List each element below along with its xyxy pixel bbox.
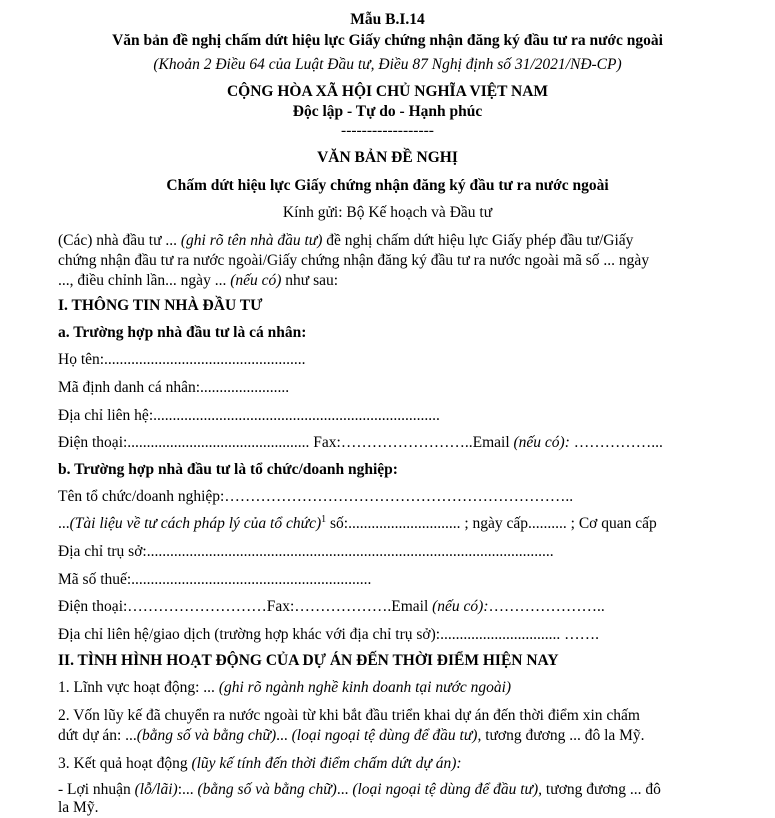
- individual-id-field: Mã định danh cá nhân:.......................: [58, 379, 290, 396]
- header-rule: ------------------: [341, 122, 434, 139]
- profit-line-2: la Mỹ.: [58, 799, 99, 816]
- activity-field-line: 1. Lĩnh vực hoạt động: ... (ghi rõ ngành nghề kinh doanh tại nước ngoài): [58, 679, 512, 696]
- organization-head-office-field: Địa chỉ trụ sở:.........................................................................................................: [58, 543, 554, 560]
- organization-heading: b. Trường hợp nhà đầu tư là tổ chức/doanh nghiệp:: [58, 461, 398, 478]
- recipient: Kính gửi: Bộ Kế hoạch và Đầu tư: [282, 204, 493, 221]
- individual-heading: a. Trường hợp nhà đầu tư là cá nhân:: [58, 324, 307, 341]
- section-2-heading: II. TÌNH HÌNH HOẠT ĐỘNG CỦA DỰ ÁN ĐẾN THỜI ĐIỂM HIỆN NAY: [58, 652, 559, 669]
- form-title: Văn bản đề nghị chấm dứt hiệu lực Giấy chứng nhận đăng ký đầu tư ra nước ngoài: [112, 32, 663, 49]
- intro-line-1: (Các) nhà đầu tư ... (ghi rõ tên nhà đầu tư) đề nghị chấm dứt hiệu lực Giấy phép đầu tư/Giấy: [58, 232, 634, 249]
- individual-address-field: Địa chỉ liên hệ:..........................................................................: [58, 407, 440, 424]
- section-1-heading: I. THÔNG TIN NHÀ ĐẦU TƯ: [58, 297, 263, 314]
- profit-line-1: - Lợi nhuận (lỗ/lãi):... (bằng số và bằng chữ)... (loại ngoại tệ dùng để đầu tư), tương đương ... đô: [58, 781, 661, 798]
- document-subject: Chấm dứt hiệu lực Giấy chứng nhận đăng ký đầu tư ra nước ngoài: [166, 177, 609, 194]
- footnote-marker: 1: [321, 513, 327, 525]
- motto: Độc lập - Tự do - Hạnh phúc: [292, 103, 483, 120]
- capital-line-2: dứt dự án: ...(bằng số và bằng chữ)... (loại ngoại tệ dùng để đầu tư), tương đương ... đô la Mỹ.: [58, 727, 645, 744]
- capital-line-1: 2. Vốn lũy kế đã chuyển ra nước ngoài từ khi bắt đầu triển khai dự án đến thời điểm xin chấm: [58, 707, 640, 724]
- organization-tax-code-field: Mã số thuế:..............................................................: [58, 571, 372, 588]
- results-line: 3. Kết quả hoạt động (lũy kế tính đến thời điểm chấm dứt dự án):: [58, 755, 462, 772]
- form-code: Mẫu B.I.14: [350, 11, 425, 28]
- document-title: VĂN BẢN ĐỀ NGHỊ: [317, 149, 458, 166]
- organization-mailing-address-field: Địa chỉ liên hệ/giao dịch (trường hợp khác với địa chỉ trụ sở):............................... …….: [58, 626, 599, 643]
- individual-contact-field: Điện thoại:............................................... Fax:……………………..Email (nếu có): ……………...: [58, 434, 663, 451]
- organization-name-field: Tên tổ chức/doanh nghiệp:…………………………………………………………..: [58, 488, 574, 505]
- legal-basis: (Khoản 2 Điều 64 của Luật Đầu tư, Điều 87 Nghị định số 31/2021/NĐ-CP): [153, 56, 622, 73]
- nation-title: CỘNG HÒA XÃ HỘI CHỦ NGHĨA VIỆT NAM: [226, 83, 549, 100]
- individual-name-field: Họ tên:....................................................: [58, 351, 306, 368]
- intro-line-2: chứng nhận đầu tư ra nước ngoài/Giấy chứng nhận đăng ký đầu tư ra nước ngoài mã số ... ngày: [58, 252, 650, 269]
- organization-contact-field: Điện thoại:………………………Fax:……………….Email (nếu có):…………………..: [58, 598, 605, 615]
- organization-legal-doc-field: ...(Tài liệu về tư cách pháp lý của tổ chức)$^1$ số:............................. ; ngày cấp.......... ; Cơ quan cấp: [58, 513, 657, 532]
- intro-line-3: ..., điều chỉnh lần... ngày ... (nếu có) như sau:: [58, 272, 339, 289]
